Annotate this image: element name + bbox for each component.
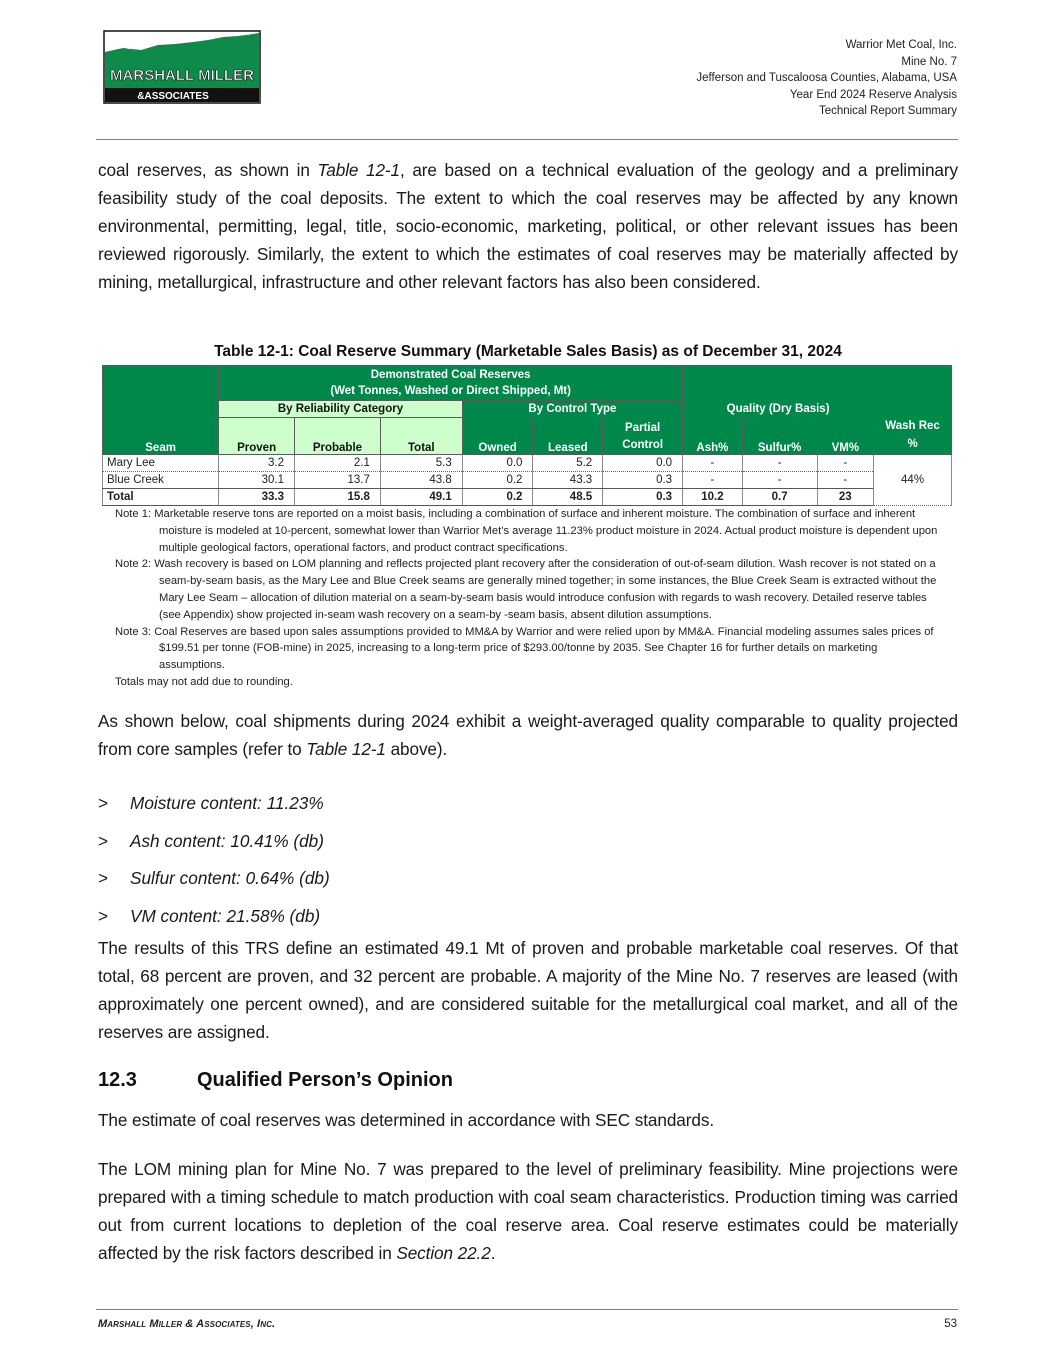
shipments-paragraph: As shown below, coal shipments during 2024 exhibit a weight-averaged quality comparable to quality projected from core samples (refer to Table 12-1 above). (98, 711, 958, 759)
cell-probable: 13.7 (295, 472, 381, 489)
header-report-type: Technical Report Summary (818, 105, 957, 117)
col-leased: Leased (533, 418, 603, 455)
cell-owned: 0.0 (462, 455, 533, 472)
reliability-category-header: By Reliability Category (219, 401, 463, 418)
control-type-header: By Control Type (462, 401, 682, 418)
seam-header-spacer (103, 366, 219, 418)
list-item: > VM content: 21.58% (db) (98, 905, 321, 926)
cell-seam: Blue Creek (103, 472, 219, 489)
cell-sulfur: 0.7 (742, 489, 817, 506)
note-3: Note 3: Coal Reserves are based upon sales assumptions provided to MM&A by Warrior and were relied upon by MM&A. Financial modeling assumes sales prices of $199.51 per tonne (FOB-mine) in 2025, increasing to a long-term price of $293.00/tonne by 2035. See Chapter 16 for further details on marketing assumptions. (115, 625, 934, 672)
list-item: > Sulfur content: 0.64% (db) (98, 868, 330, 889)
cell-leased: 5.2 (533, 455, 603, 472)
cell-proven: 33.3 (219, 489, 295, 506)
cell-vm: - (817, 455, 874, 472)
table-notes (115, 506, 945, 691)
rounding-note: Totals may not add due to rounding. (115, 675, 293, 688)
col-proven: Proven (219, 418, 295, 455)
company-logo (103, 30, 261, 104)
quality-header: Quality (Dry Basis) (683, 366, 874, 418)
cell-partial: 0.3 (603, 472, 683, 489)
table-row (103, 472, 952, 489)
mountain-logo-icon (103, 30, 261, 104)
cell-proven: 30.1 (219, 472, 295, 489)
col-partial-control: Partial Control (603, 418, 683, 455)
lom-paragraph: The LOM mining plan for Mine No. 7 was prepared to the level of preliminary feasibility. Mine projections were prepared with a timing schedule to match production with coal seam characteristics. Production timing was carried out from current locations to depletion of the coal reserve area. Coal reserve estimates could be materially affected by the risk factors described in Section 22.2. (98, 1159, 958, 1263)
cell-probable: 15.8 (295, 489, 381, 506)
logo-text-sub: &ASSOCIATES (137, 91, 209, 102)
cell-sulfur: - (742, 455, 817, 472)
note-2: Note 2: Wash recovery is based on LOM planning and reflects projected plant recovery after the consideration of out-of-seam dilution. Wash recover is not stated on a seam-by-seam basis, as the Mary Lee and Blue Creek seams are generally mined together; in some instances, the Blue Creek Seam is extracted without the Mary Lee Seam – allocation of dilution material on a seam-by-seam basis would introduce confusion with regards to wash recovery. Detailed reserve tables (see Appendix) show projected in-seam wash recovery on a seam-by -seam basis, absent dilution assumptions. (115, 558, 937, 621)
col-vm: VM% (817, 418, 874, 455)
coal-reserve-summary-table (102, 365, 952, 506)
cell-seam: Total (103, 489, 219, 506)
cell-vm: - (817, 472, 874, 489)
section-number: 12.3 (98, 1069, 137, 1091)
cell-ash: - (683, 455, 743, 472)
cell-sulfur: - (742, 472, 817, 489)
footer-divider (96, 1309, 958, 1310)
section-heading (98, 1069, 453, 1092)
col-seam: Seam (103, 418, 219, 455)
cell-total: 49.1 (380, 489, 462, 506)
footer-company: Marshall Miller & Associates, Inc. (98, 1318, 276, 1330)
table-title: Table 12-1: Coal Reserve Summary (Marketable Sales Basis) as of December 31, 2024 (214, 343, 842, 360)
col-sulfur: Sulfur% (742, 418, 817, 455)
list-item: > Moisture content: 11.23% (98, 793, 324, 814)
header-mine: Mine No. 7 (901, 55, 957, 68)
col-ash: Ash% (683, 418, 743, 455)
header-location: Jefferson and Tuscaloosa Counties, Alabama, USA (696, 72, 957, 84)
cell-ash: - (683, 472, 743, 489)
cell-wash-rec: 44% (874, 455, 952, 506)
opinion-paragraph: The estimate of coal reserves was determined in accordance with SEC standards. (98, 1110, 715, 1130)
cell-total: 43.8 (380, 472, 462, 489)
cell-partial: 0.3 (603, 489, 683, 506)
header-company: Warrior Met Coal, Inc. (845, 39, 957, 51)
results-paragraph: The results of this TRS define an estimated 49.1 Mt of proven and probable marketable coal reserves. Of that total, 68 percent are proven, and 32 percent are probable. A majority of the Mine No. 7 reserves are leased (with approximately one percent owned), and are considered suitable for the metallurgical coal market, and all of the reserves are assigned. (98, 938, 958, 1042)
col-owned: Owned (462, 418, 533, 455)
cell-proven: 3.2 (219, 455, 295, 472)
intro-paragraph: coal reserves, as shown in Table 12-1, are based on a technical evaluation of the geology and a preliminary feasibility study of the coal deposits. The extent to which the coal reserves may be affected by any known environmental, permitting, legal, title, socio-economic, marketing, political, or other relevant issues has been reviewed rigorously. Similarly, the extent to which the estimates of coal reserves may be materially affected by mining, metallurgical, infrastructure and other relevant factors has also been considered. (98, 160, 958, 292)
cell-seam: Mary Lee (103, 455, 219, 472)
demonstrated-reserves-header: Demonstrated Coal Reserves (Wet Tonnes, Washed or Direct Shipped, Mt) (219, 366, 683, 401)
cell-ash: 10.2 (683, 489, 743, 506)
header-divider (96, 139, 958, 140)
header-report-period: Year End 2024 Reserve Analysis (789, 88, 957, 101)
cell-probable: 2.1 (295, 455, 381, 472)
wash-rec-header: Wash Rec % (874, 366, 952, 455)
cell-total: 5.3 (380, 455, 462, 472)
cell-owned: 0.2 (462, 489, 533, 506)
table-row (103, 455, 952, 472)
logo-text-main: MARSHALL MILLER (110, 67, 254, 84)
bullet-marker: > (98, 830, 109, 851)
col-probable: Probable (295, 418, 381, 455)
cell-partial: 0.0 (603, 455, 683, 472)
section-title: Qualified Person’s Opinion (197, 1069, 453, 1091)
cell-leased: 43.3 (533, 472, 603, 489)
note-1: Note 1: Marketable reserve tons are reported on a moist basis, including a combination of surface and inherent moisture. The combination of surface and inherent moisture is modeled at 10-percent, somewhat lower than Warrior Met’s average 11.23% product moisture in 2024. Actual product moisture is dependent upon multiple geological factors, operational factors, and product contract specifications. (115, 508, 938, 554)
bullet-marker: > (98, 868, 109, 889)
page-number: 53 (944, 1318, 957, 1330)
table-reference: Table 12-1 (317, 160, 401, 180)
bullet-marker: > (98, 905, 109, 926)
document-header-info (696, 37, 957, 120)
section-reference: Section 22.2 (396, 1243, 491, 1263)
table-reference: Table 12-1 (306, 739, 386, 759)
cell-leased: 48.5 (533, 489, 603, 506)
list-item: > Ash content: 10.41% (db) (98, 830, 324, 851)
col-total: Total (380, 418, 462, 455)
cell-owned: 0.2 (462, 472, 533, 489)
table-total-row (103, 489, 952, 506)
bullet-marker: > (98, 793, 109, 814)
shipment-quality-list (98, 785, 330, 935)
cell-vm: 23 (817, 489, 874, 506)
